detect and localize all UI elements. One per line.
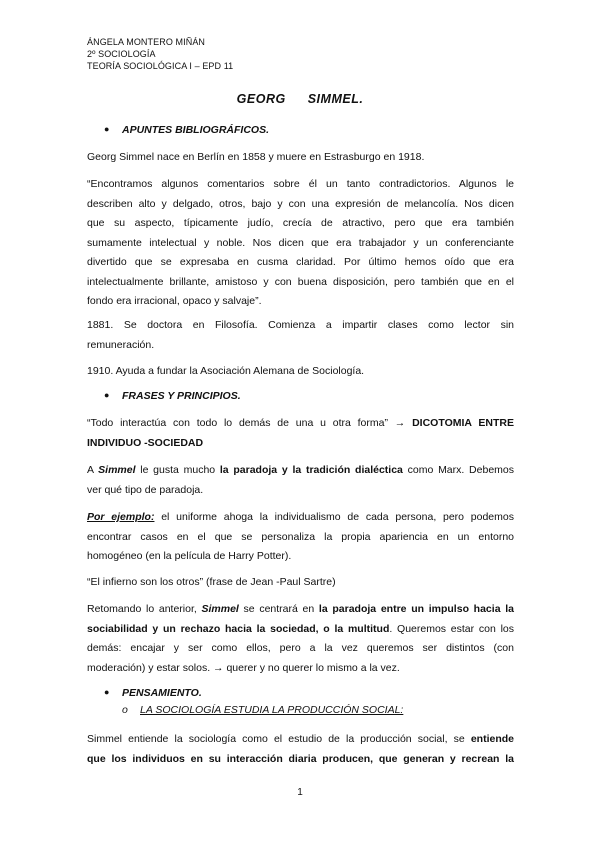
header-course: 2º SOCIOLOGÍA	[87, 49, 156, 59]
paragraph-1910: 1910. Ayuda a fundar la Asociación Alemana de Sociología.	[87, 365, 365, 377]
paragraph-sartre: “El infierno son los otros” (frase de Jean -Paul Sartre)	[87, 576, 336, 588]
bullet-icon: ●	[104, 390, 110, 400]
title-first-name: GEORG	[236, 92, 286, 106]
page-number: 1	[297, 787, 303, 798]
paragraph-quote: “Encontramos algunos comentarios sobre él un tanto contradictorios. Algunos le describen alto y delgado, otros, bajo y con una expresión de melancolía. Nos dicen que su aspecto, típicamente judío, crecía de atractivo, pero que era también sumamente intelectual y noble. Nos dicen que era trabajador y un conferenciante divertido que se expresaba en cusma claridad. Por último hemos oído que era intelectualmente brillante, amistoso y con buena disposición, pero también que en el fondo era irracional, opaco y salvaje”.	[87, 178, 514, 307]
paragraph-sociability: Retomando lo anterior, Simmel se centrará en la paradoja entre un impulso hacia la sociabilidad y un rechazo hacia la sociedad, o la multitud. Queremos estar con los demás: encajar y ser como ellos, pero a la vez queremos ser distintos (con moderación) y estar solos. → querer y no querer lo mismo a la vez.	[87, 603, 514, 674]
subsection-heading: o LA SOCIOLOGÍA ESTUDIA LA PRODUCCIÓN SOCIAL:	[122, 704, 404, 716]
paragraph-born: Georg Simmel nace en Berlín en 1858 y muere en Estrasburgo en 1918.	[87, 151, 425, 163]
paragraph-paradox: A Simmel le gusta mucho la paradoja y la tradición dialéctica como Marx. Debemos ver qué tipo de paradoja.	[87, 464, 514, 496]
document-page: ÁNGELA MONTERO MIÑÁN 2º SOCIOLOGÍA TEORÍA SOCIOLÓGICA I – EPD 11 GEORG SIMMEL. ● APUNTES BIBLIOGRÁFICOS. Georg Simmel nace en Berlín en 1858 y muere en Estrasburgo en 1918. “Encontramos algunos comentarios sobre él un tanto contradictorios. Algunos le describen alto y delgado, otros, bajo y con una expresión de melancolía. Nos dicen que su aspecto, típicamente judío, crecía de atractivo, pero que era también sumamente intelectual y noble. Nos dicen que era trabajador y un conferenciante divertido que se expresaba en cusma claridad. Por último hemos oído que era intelectualmente brillante, amistoso y con buena disposición, pero también que en el fondo era irracional, opaco y salvaje”. 1881. Se doctora en Filosofía. Comienza a impartir clases como lector sin remuneración. 1910. Ayuda a fundar la Asociación Alemana de Sociología. ● FRASES Y PRINCIPIOS. “Todo interactúa con todo lo demás de una u otra forma” → DICOTOMIA ENTRE INDIVIDUO -SOCIEDAD A Simmel le gusta mucho la paradoja y la tradición dialéctica como Marx. Debemos ver qué tipo de paradoja. Por ejemplo: el uniforme ahoga la individualismo de cada persona, pero podemos encontrar casos en el que se personaliza la propia apariencia en un entorno homogéneo (en la película de Harry Potter). “El infierno son los otros” (frase de Jean -Paul Sartre) Retomando lo anterior, Simmel se centrará en la paradoja entre un impulso hacia la sociabilidad y un rechazo hacia la sociedad, o la multitud. Queremos estar con los demás: encajar y ser como ellos, pero a la vez queremos ser distintos (con moderación) y estar solos. → querer y no querer lo mismo a la vez. ● PENSAMIENTO. o LA SOCIOLOGÍA ESTUDIA LA PRODUCCIÓN SOCIAL: Simmel entiende la sociología como el estudio de la producción social, se entiende que los individuos en su interacción diaria producen, que generan y recrean la 1	[0, 0, 600, 848]
bullet-icon: ●	[104, 687, 110, 697]
title-last-name: SIMMEL.	[307, 92, 364, 106]
bullet-icon: ●	[104, 124, 110, 134]
header-author: ÁNGELA MONTERO MIÑÁN	[87, 37, 206, 47]
sub-bullet-marker: o	[122, 704, 128, 716]
header-subject: TEORÍA SOCIOLÓGICA I – EPD 11	[87, 61, 234, 71]
paragraph-example: Por ejemplo: el uniforme ahoga la individualismo de cada persona, pero podemos encontrar casos en el que se personaliza la propia apariencia en un entorno homogéneo (en la película de Harry Potter).	[87, 511, 514, 562]
example-label: Por ejemplo:	[87, 511, 155, 523]
page-title	[0, 92, 600, 106]
paragraph-social-production: Simmel entiende la sociología como el estudio de la producción social, se entiende que los individuos en su interacción diaria producen, que generan y recrean la	[87, 733, 514, 765]
paragraph-1881: 1881. Se doctora en Filosofía. Comienza a impartir clases como lector sin remuneración.	[87, 319, 514, 351]
paragraph-interaction: “Todo interactúa con todo lo demás de una u otra forma” → DICOTOMIA ENTRE INDIVIDUO -SOCIEDAD	[87, 417, 514, 449]
